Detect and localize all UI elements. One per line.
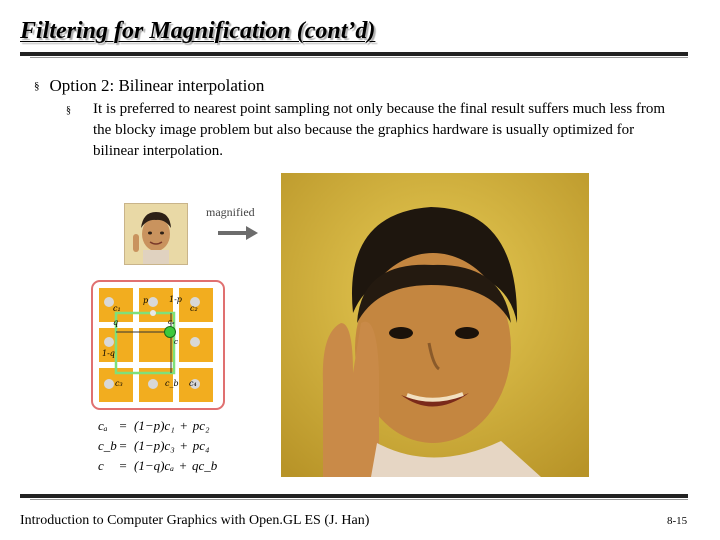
bullet-level2-text: It is preferred to nearest point sampling not only because the final result suffers much less from the blocky image problem but also because the graphics hardware is usually optimized for bilinear interpolation. <box>93 101 666 159</box>
label-c: c <box>174 338 178 346</box>
label-one-minus-p: 1-p <box>169 295 182 304</box>
arrow-right-icon <box>218 226 258 240</box>
formula-eq: = <box>119 458 127 473</box>
slide-number: 8-15 <box>667 515 688 527</box>
formula-term1: (1−p)c₁ <box>134 418 175 433</box>
source-photo <box>124 203 188 265</box>
formula-op: + <box>179 458 187 473</box>
label-c1: c₁ <box>113 304 121 313</box>
formula-row <box>98 456 217 476</box>
formula-eq: = <box>119 438 127 453</box>
formula-term2: pc₄ <box>192 438 210 453</box>
bullet-marker: § <box>66 105 71 116</box>
label-q: q <box>113 318 119 327</box>
footer-course-title: Introduction to Computer Graphics with Open.GL ES (J. Han) <box>20 513 370 528</box>
magnified-photo <box>281 173 589 477</box>
formula-lhs: c <box>98 458 104 473</box>
formula-lhs: cₐ <box>98 418 108 433</box>
label-c4: c₄ <box>189 379 197 388</box>
label-p: p <box>143 296 149 305</box>
formula-term2: qc_b <box>192 458 218 473</box>
title-rule <box>20 52 688 56</box>
formula-op: + <box>180 438 188 453</box>
label-ca: cₐ <box>168 318 175 326</box>
formula-lhs: c_b <box>98 438 117 453</box>
label-c3: c₃ <box>115 379 123 388</box>
title-rule-shadow <box>30 57 688 58</box>
bullet-level1-text: Option 2: Bilinear interpolation <box>49 76 265 95</box>
slide-title: Filtering for Magnification (cont’d) <box>20 18 376 44</box>
bilinear-formulas <box>98 416 217 476</box>
bullet-marker: § <box>34 80 40 92</box>
formula-row <box>98 436 217 456</box>
label-c2: c₂ <box>190 304 198 313</box>
formula-op: + <box>180 418 188 433</box>
boy-photo-small <box>125 204 187 264</box>
footer-rule-shadow <box>30 499 688 500</box>
bullet-level2 <box>66 99 666 162</box>
formula-row <box>98 416 217 436</box>
formula-term2: pc₂ <box>192 418 210 433</box>
magnified-label: magnified <box>206 205 255 219</box>
formula-term1: (1−q)cₐ <box>134 458 175 473</box>
footer-rule <box>20 494 688 498</box>
label-cb: c_b <box>165 379 179 388</box>
boy-photo-large <box>281 173 589 477</box>
formula-eq: = <box>119 418 127 433</box>
label-one-minus-q: 1-q <box>102 349 115 358</box>
formula-term1: (1−p)c₃ <box>134 438 175 453</box>
bullet-level1 <box>34 76 264 96</box>
bilinear-diagram <box>91 280 225 410</box>
